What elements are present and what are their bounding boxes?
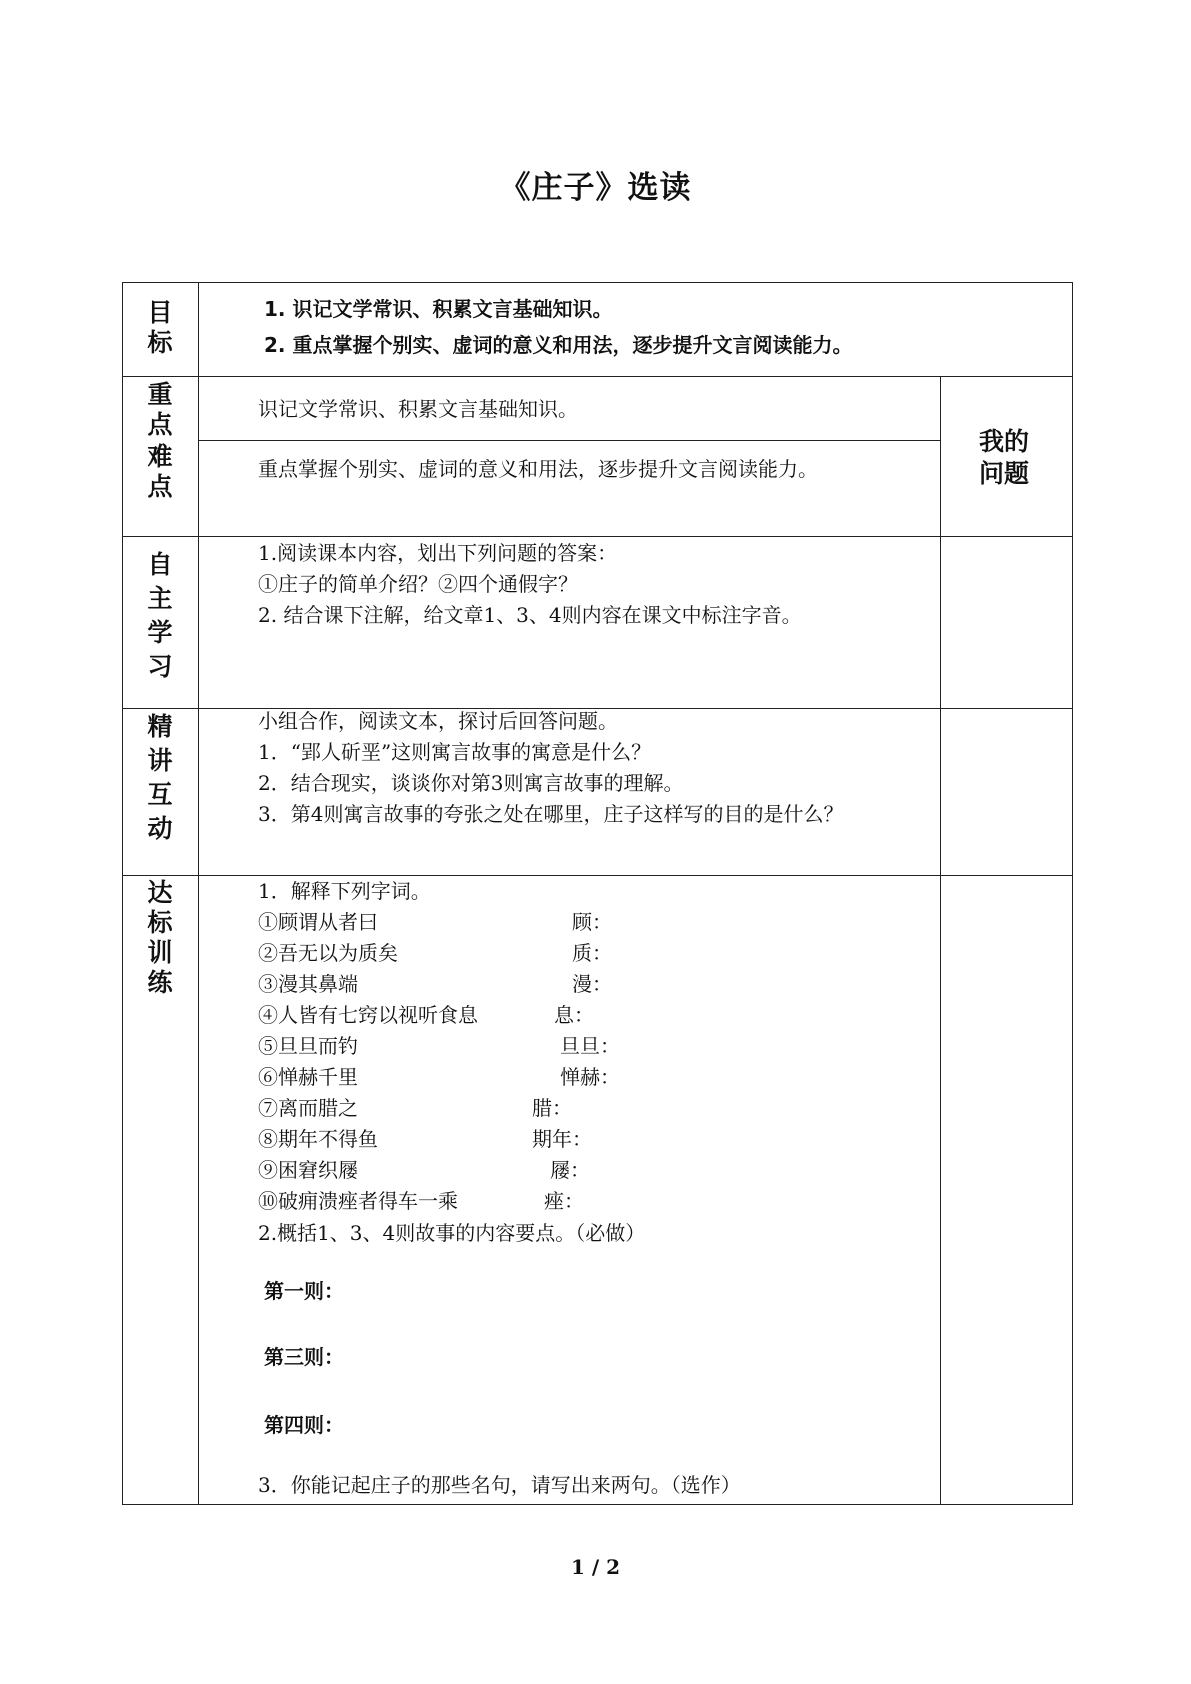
vocab-phrase: ⑥惮赫千里 xyxy=(258,1065,358,1089)
vocab-gloss: 痤： xyxy=(544,1189,584,1213)
vocab-row xyxy=(258,938,918,969)
row-divider xyxy=(122,536,1073,537)
vocab-gloss: 腊： xyxy=(532,1096,572,1120)
vocab-gloss: 息： xyxy=(554,1003,594,1027)
lesson-table xyxy=(122,282,1073,1505)
vocab-row xyxy=(258,1062,918,1093)
vocab-row xyxy=(258,1124,918,1155)
goal-item: 1. 识记文学常识、积累文言基础知识。 xyxy=(264,297,613,321)
vocab-list xyxy=(258,907,918,1217)
vocab-phrase: ⑦离而腊之 xyxy=(258,1096,358,1120)
vocab-row xyxy=(258,1186,918,1217)
practice-label: 达 标 训 练 xyxy=(147,878,173,997)
summary-part-1: 第一则： xyxy=(264,1279,344,1303)
vocab-row xyxy=(258,1031,918,1062)
vocab-gloss: 屦： xyxy=(550,1158,590,1182)
page-number: 1 / 2 xyxy=(570,1555,621,1579)
vocab-row xyxy=(258,1000,918,1031)
interaction-line: 3．第4则寓言故事的夸张之处在哪里，庄子这样写的目的是什么？ xyxy=(258,802,844,826)
interaction-line: 2．结合现实，谈谈你对第3则寓言故事的理解。 xyxy=(258,771,684,795)
vocab-phrase: ⑩破痈溃痤者得车一乘 xyxy=(258,1189,458,1213)
difficult-point-label: 难 点 xyxy=(147,442,173,501)
vocab-gloss: 质： xyxy=(572,941,612,965)
difficult-point-text: 重点掌握个别实、虚词的意义和用法，逐步提升文言阅读能力。 xyxy=(258,457,818,481)
vocab-row xyxy=(258,1093,918,1124)
vocab-phrase: ①顾谓从者曰 xyxy=(258,910,378,934)
vocab-phrase: ③漫其鼻端 xyxy=(258,972,358,996)
practice-q3: 3．你能记起庄子的那些名句，请写出来两句。（选作） xyxy=(258,1473,741,1497)
summary-part-3: 第三则： xyxy=(264,1345,344,1369)
goal-label: 目 标 xyxy=(147,298,173,357)
table-border-top xyxy=(122,282,1073,283)
self-study-label: 自 主 学 习 xyxy=(147,550,173,681)
vocab-row xyxy=(258,1155,918,1186)
key-point-text: 识记文学常识、积累文言基础知识。 xyxy=(258,397,578,421)
key-point-label: 重 点 xyxy=(147,380,173,439)
my-questions-label: 我的问题 xyxy=(978,427,1029,488)
practice-q2: 2.概括1、3、4则故事的内容要点。（必做） xyxy=(258,1221,646,1245)
vocab-gloss: 期年： xyxy=(532,1127,592,1151)
table-border-left xyxy=(122,282,123,1505)
vocab-phrase: ⑨困窘织屦 xyxy=(258,1158,358,1182)
vocab-phrase: ⑧期年不得鱼 xyxy=(258,1127,378,1151)
table-border-right xyxy=(1072,282,1073,1505)
interaction-line: 小组合作，阅读文本，探讨后回答问题。 xyxy=(258,709,618,733)
row-divider xyxy=(198,440,940,441)
table-border-bottom xyxy=(122,1504,1073,1505)
interaction-label: 精 讲 互 动 xyxy=(147,712,173,843)
interaction-line: 1．“郢人斫垩”这则寓言故事的寓意是什么？ xyxy=(258,740,652,764)
vocab-row xyxy=(258,907,918,938)
self-study-line: ①庄子的简单介绍？②四个通假字？ xyxy=(258,572,578,596)
vocab-gloss: 惮赫： xyxy=(560,1065,620,1089)
vocab-gloss: 旦旦： xyxy=(560,1034,620,1058)
row-divider xyxy=(122,376,1073,377)
practice-q1: 1．解释下列字词。 xyxy=(258,879,431,903)
summary-part-4: 第四则： xyxy=(264,1413,344,1437)
self-study-line: 2. 结合课下注解，给文章1、3、4则内容在课文中标注字音。 xyxy=(258,603,802,627)
vocab-phrase: ④人皆有七窍以视听食息 xyxy=(258,1003,478,1027)
goal-item: 2. 重点掌握个别实、虚词的意义和用法，逐步提升文言阅读能力。 xyxy=(264,333,853,357)
vocab-gloss: 漫： xyxy=(572,972,612,996)
label-column-divider xyxy=(198,282,199,1505)
vocab-gloss: 顾： xyxy=(572,910,612,934)
self-study-line: 1.阅读课本内容，划出下列问题的答案： xyxy=(258,541,618,565)
vocab-row xyxy=(258,969,918,1000)
vocab-phrase: ②吾无以为质矣 xyxy=(258,941,398,965)
vocab-phrase: ⑤旦旦而钓 xyxy=(258,1034,358,1058)
question-column-divider xyxy=(940,376,941,1505)
page-title: 《庄子》选读 xyxy=(499,170,692,206)
